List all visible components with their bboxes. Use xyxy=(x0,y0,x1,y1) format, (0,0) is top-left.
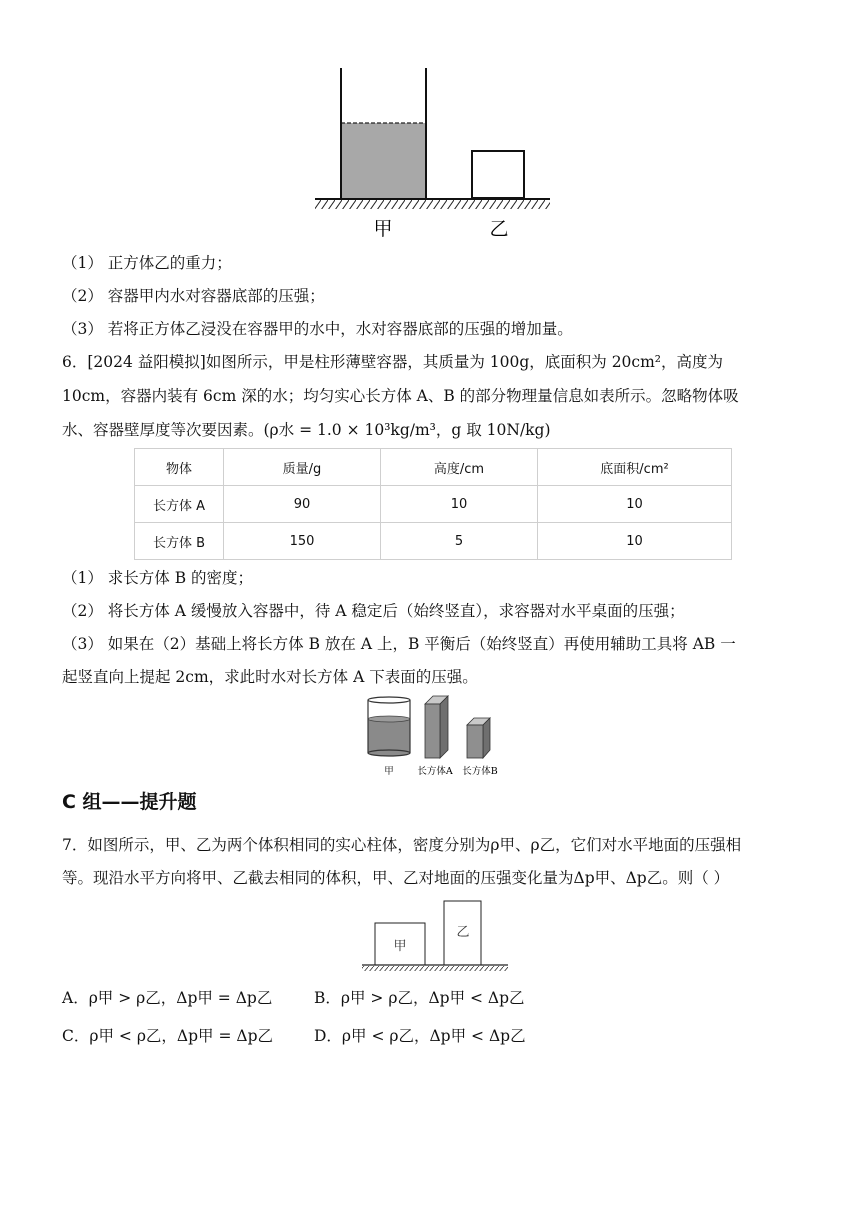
table-header-cell: 底面积/cm² xyxy=(538,449,732,486)
q5-part1: （1） 正方体乙的重力； xyxy=(62,254,232,272)
table-row xyxy=(135,486,732,523)
q6-line1: 6．[2024 益阳模拟]如图所示，甲是柱形薄壁容器，其质量为 100g，底面积为 20cm²，高度为 xyxy=(62,353,724,371)
figure-two-cylinders xyxy=(358,895,518,975)
q6-part2: （2） 将长方体 A 缓慢放入容器中，待 A 稳定后（始终竖直），求容器对水平桌面的压强； xyxy=(62,602,685,620)
q5-part2: （2） 容器甲内水对容器底部的压强； xyxy=(62,287,325,305)
table-cell: 10 xyxy=(538,523,732,560)
q6-line2: 10cm，容器内装有 6cm 深的水；均匀实心长方体 A、B 的部分物理量信息如表所示。忽略物体吸 xyxy=(62,387,739,405)
table-cell: 10 xyxy=(538,486,732,523)
figure1-label-yi: 乙 xyxy=(489,218,509,240)
table-header-cell: 质量/g xyxy=(224,449,381,486)
figure2-label-jia: 甲 xyxy=(384,766,394,777)
table-cell: 长方体 B xyxy=(135,523,224,560)
figure-container-blocks xyxy=(358,692,508,778)
table-header-cell: 高度/cm xyxy=(381,449,538,486)
q6-part1: （1） 求长方体 B 的密度； xyxy=(62,569,254,587)
option-a[interactable]: A．ρ甲 > ρ乙，Δp甲 = Δp乙 xyxy=(62,989,273,1007)
figure1-label-jia: 甲 xyxy=(373,218,393,240)
option-c[interactable]: C．ρ甲 < ρ乙，Δp甲 = Δp乙 xyxy=(62,1027,273,1045)
option-d[interactable]: D．ρ甲 < ρ乙，Δp甲 < Δp乙 xyxy=(314,1027,526,1045)
q6-line3: 水、容器壁厚度等次要因素。(ρ水 = 1.0 × 10³kg/m³，g 取 10N/kg) xyxy=(62,421,551,439)
figure3-label-yi: 乙 xyxy=(456,925,470,940)
figure-container-cube xyxy=(300,60,570,245)
q6-part3b: 起竖直向上提起 2cm，求此时水对长方体 A 下表面的压强。 xyxy=(62,668,478,686)
table-header-cell: 物体 xyxy=(135,449,224,486)
q6-part3a: （3） 如果在（2）基础上将长方体 B 放在 A 上，B 平衡后（始终竖直）再使用辅助工具将 AB 一 xyxy=(62,635,736,653)
table-cell: 10 xyxy=(381,486,538,523)
table-row xyxy=(135,523,732,560)
q5-part3: （3） 若将正方体乙浸没在容器甲的水中，水对容器底部的压强的增加量。 xyxy=(62,320,573,338)
properties-table xyxy=(134,448,732,560)
figure2-label-a: 长方体A xyxy=(417,766,453,777)
table-cell: 长方体 A xyxy=(135,486,224,523)
table-header-row xyxy=(135,449,732,486)
q7-line1: 7．如图所示，甲、乙为两个体积相同的实心柱体，密度分别为ρ甲、ρ乙，它们对水平地面的压强相 xyxy=(62,836,742,854)
table-cell: 150 xyxy=(224,523,381,560)
table-cell: 5 xyxy=(381,523,538,560)
section-heading: C 组——提升题 xyxy=(62,791,197,813)
option-b[interactable]: B．ρ甲 > ρ乙，Δp甲 < Δp乙 xyxy=(314,989,525,1007)
figure2-label-b: 长方体B xyxy=(462,766,498,777)
table-cell: 90 xyxy=(224,486,381,523)
figure3-label-jia: 甲 xyxy=(393,939,407,954)
q7-line2: 等。现沿水平方向将甲、乙截去相同的体积，甲、乙对地面的压强变化量为Δp甲、Δp乙。则（ ） xyxy=(62,869,730,887)
